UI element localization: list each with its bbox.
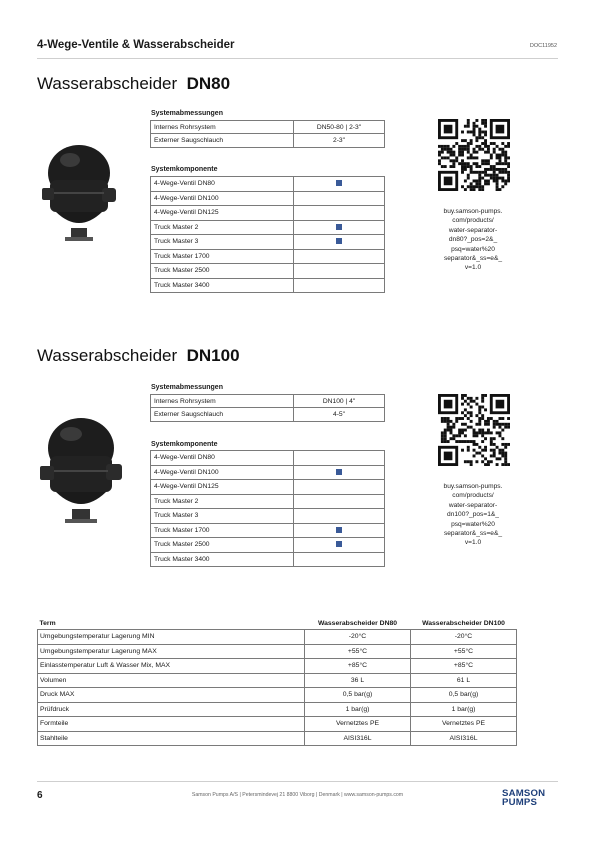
section-title-bold: DN100	[186, 346, 240, 365]
component-label: Truck Master 1700	[151, 523, 294, 538]
component-check	[294, 249, 385, 264]
url-line: v=1.0	[464, 539, 482, 547]
specifications-table	[37, 617, 517, 746]
value-cell: 1 bar(g)	[411, 702, 517, 717]
section-title-dn100	[37, 346, 240, 366]
check-marker-icon	[336, 238, 342, 244]
term-cell: Druck MAX	[38, 688, 305, 703]
section-title-light: Wasserabscheider	[37, 74, 178, 93]
term-cell: Formteile	[38, 717, 305, 732]
url-line: psq=water%20	[451, 520, 495, 528]
table-row	[38, 673, 517, 688]
component-label: Truck Master 3	[151, 235, 294, 250]
value-cell: +55°C	[411, 644, 517, 659]
logo-line: PUMPS	[502, 797, 538, 808]
component-label: Truck Master 3	[151, 509, 294, 524]
document-id: DOC11952	[529, 43, 557, 49]
url-line: separator&_ss=e&_	[443, 530, 503, 538]
component-check	[294, 191, 385, 206]
product-url[interactable]	[428, 207, 518, 273]
table-row	[151, 408, 385, 421]
table-header-row	[38, 617, 517, 630]
dimension-label: Externer Saugschlauch	[151, 134, 294, 147]
component-label: 4-Wege-Ventil DN80	[151, 177, 294, 192]
section-title-bold: DN80	[186, 74, 231, 93]
dimension-label: Externer Saugschlauch	[151, 408, 294, 421]
dimension-value: DN50-80 | 2-3"	[294, 121, 385, 134]
url-line: dn80?_pos=2&_	[448, 236, 498, 244]
value-cell: 36 L	[305, 673, 411, 688]
product-url[interactable]	[428, 482, 518, 548]
value-cell: +85°C	[305, 659, 411, 674]
value-cell: +85°C	[411, 659, 517, 674]
component-label: 4-Wege-Ventil DN80	[151, 451, 294, 466]
dimensions-label: Systemabmessungen	[151, 384, 223, 391]
component-label: 4-Wege-Ventil DN125	[151, 206, 294, 221]
component-check	[294, 538, 385, 553]
term-cell: Einlasstemperatur Luft & Wasser Mix, MAX	[38, 659, 305, 674]
component-check	[294, 523, 385, 538]
footer-address: Samson Pumps A/S | Petersmindevej 21 8800 Viborg | Denmark | www.samson-pumps.com	[191, 792, 404, 798]
component-check	[294, 451, 385, 466]
table-row	[38, 717, 517, 732]
table-row	[151, 206, 385, 221]
url-line: dn100?_pos=1&_	[447, 511, 499, 519]
component-check	[294, 220, 385, 235]
component-check	[294, 494, 385, 509]
table-row	[151, 264, 385, 279]
table-row	[151, 121, 385, 134]
logo-line: SAMSON	[502, 788, 546, 799]
table-row	[38, 644, 517, 659]
table-row	[151, 235, 385, 250]
component-check	[294, 264, 385, 279]
dimension-value: 4-5"	[294, 408, 385, 421]
component-check	[294, 465, 385, 480]
table-row	[151, 249, 385, 264]
table-row	[151, 395, 385, 408]
url-line: com/products/	[452, 217, 494, 225]
component-label: 4-Wege-Ventil DN100	[151, 465, 294, 480]
component-label: Truck Master 2	[151, 494, 294, 509]
column-header: Wasserabscheider DN80	[305, 617, 411, 630]
footer-divider	[37, 781, 558, 782]
url-line: com/products/	[452, 492, 494, 500]
table-row	[151, 220, 385, 235]
url-line: v=1.0	[464, 264, 482, 272]
component-label: 4-Wege-Ventil DN100	[151, 191, 294, 206]
value-cell: Vernetztes PE	[411, 717, 517, 732]
term-cell: Stahlteile	[38, 731, 305, 746]
table-row	[151, 451, 385, 466]
component-label: Truck Master 2	[151, 220, 294, 235]
qr-code-icon[interactable]	[438, 394, 510, 466]
url-line: separator&_ss=e&_	[443, 255, 503, 263]
check-marker-icon	[336, 541, 342, 547]
url-line: buy.samson-pumps.	[443, 208, 503, 215]
component-check	[294, 235, 385, 250]
url-line: water-separator-	[448, 501, 498, 509]
component-check	[294, 206, 385, 221]
term-cell: Umgebungstemperatur Lagerung MAX	[38, 644, 305, 659]
dimensions-table	[150, 120, 385, 148]
dimension-label: Internes Rohrsystem	[151, 395, 294, 408]
component-label: Truck Master 3400	[151, 552, 294, 567]
table-row	[151, 278, 385, 293]
url-line: water-separator-	[448, 226, 498, 234]
table-row	[151, 552, 385, 567]
water-separator-dn100-image	[36, 414, 126, 530]
section-title-dn80	[37, 74, 230, 94]
components-label: Systemkomponente	[151, 166, 218, 173]
qr-code-icon[interactable]	[438, 119, 510, 191]
dimensions-table	[150, 394, 385, 422]
component-check	[294, 552, 385, 567]
component-label: Truck Master 3400	[151, 278, 294, 293]
url-line: psq=water%20	[451, 245, 495, 253]
dimension-value: 2-3"	[294, 134, 385, 147]
component-label: Truck Master 2500	[151, 538, 294, 553]
value-cell: 0,5 bar(g)	[305, 688, 411, 703]
table-row	[151, 538, 385, 553]
value-cell: 0,5 bar(g)	[411, 688, 517, 703]
component-check	[294, 509, 385, 524]
table-row	[151, 509, 385, 524]
table-row	[151, 523, 385, 538]
table-row	[151, 134, 385, 147]
component-label: Truck Master 2500	[151, 264, 294, 279]
value-cell: 61 L	[411, 673, 517, 688]
water-separator-dn80-image	[36, 138, 122, 248]
dimension-label: Internes Rohrsystem	[151, 121, 294, 134]
components-table	[150, 176, 385, 293]
table-row	[38, 630, 517, 645]
term-cell: Prüfdruck	[38, 702, 305, 717]
check-marker-icon	[336, 180, 342, 186]
value-cell: Vernetztes PE	[305, 717, 411, 732]
table-row	[151, 494, 385, 509]
dimension-value: DN100 | 4"	[294, 395, 385, 408]
check-marker-icon	[336, 527, 342, 533]
value-cell: +55°C	[305, 644, 411, 659]
value-cell: AISI316L	[411, 731, 517, 746]
component-check	[294, 177, 385, 192]
value-cell: -20°C	[305, 630, 411, 645]
column-header: Term	[38, 617, 305, 630]
dimensions-label: Systemabmessungen	[151, 110, 223, 117]
term-cell: Umgebungstemperatur Lagerung MIN	[38, 630, 305, 645]
check-marker-icon	[336, 469, 342, 475]
column-header: Wasserabscheider DN100	[411, 617, 517, 630]
samson-pumps-logo	[502, 789, 560, 807]
value-cell: 1 bar(g)	[305, 702, 411, 717]
table-row	[38, 688, 517, 703]
header-title: 4-Wege-Ventile & Wasserabscheider	[37, 39, 235, 51]
section-title-light: Wasserabscheider	[37, 346, 178, 365]
table-row	[38, 731, 517, 746]
url-line: buy.samson-pumps.	[443, 483, 503, 490]
components-table	[150, 450, 385, 567]
component-check	[294, 278, 385, 293]
table-row	[38, 659, 517, 674]
table-row	[151, 177, 385, 192]
components-label: Systemkomponente	[151, 441, 218, 448]
table-row	[38, 702, 517, 717]
page-number: 6	[37, 790, 43, 801]
term-cell: Volumen	[38, 673, 305, 688]
component-label: Truck Master 1700	[151, 249, 294, 264]
check-marker-icon	[336, 224, 342, 230]
component-check	[294, 480, 385, 495]
component-label: 4-Wege-Ventil DN125	[151, 480, 294, 495]
table-row	[151, 480, 385, 495]
value-cell: AISI316L	[305, 731, 411, 746]
value-cell: -20°C	[411, 630, 517, 645]
header-divider	[37, 58, 558, 59]
table-row	[151, 191, 385, 206]
table-row	[151, 465, 385, 480]
